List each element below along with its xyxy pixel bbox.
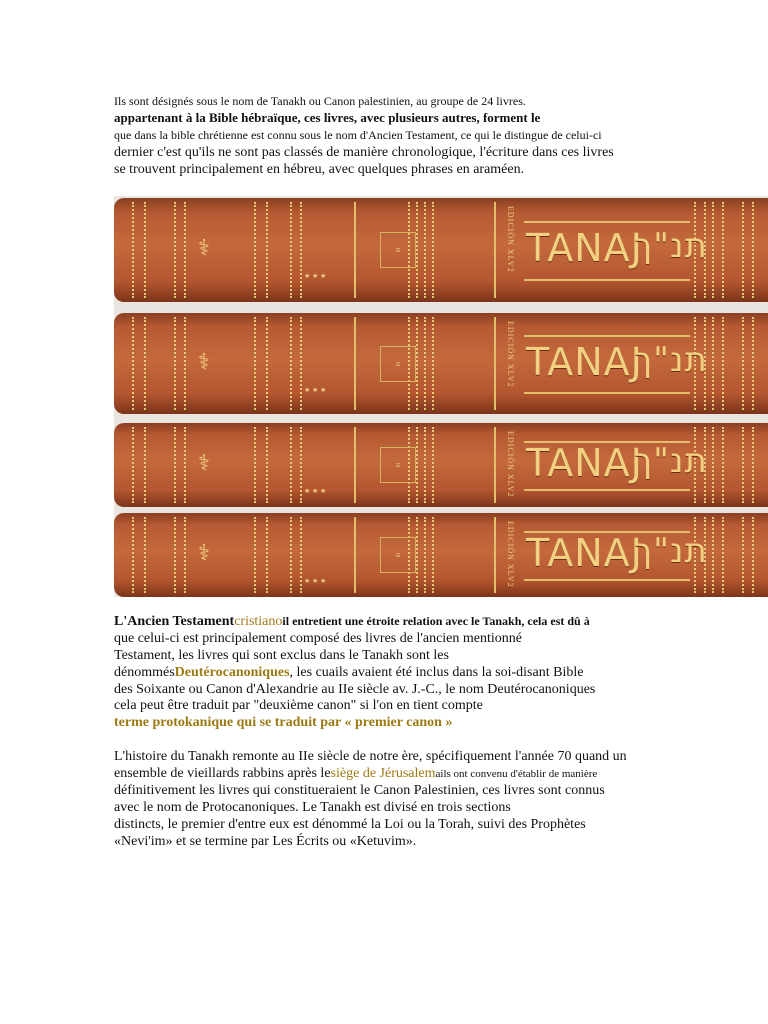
spine-ornament-band — [424, 427, 434, 503]
spine-ornament-band — [132, 517, 146, 593]
spine-ornament-band — [424, 517, 434, 593]
spine-title-hebrew: תנ"ך — [634, 226, 708, 266]
para3-line-2 — [114, 766, 597, 782]
para3-line-4: avec le nom de Protocanoniques. Le Tanakh est divisé en trois sections — [114, 800, 511, 815]
spine-ornament-band — [132, 202, 146, 298]
menorah-emblem-icon: ⚕ — [198, 349, 210, 375]
spine-divider-line — [494, 202, 496, 298]
book-spine-2 — [114, 313, 768, 414]
para3-line-1: L'histoire du Tanakh remonte au IIe siècle de notre ère, spécifiquement l'année 70 quand un — [114, 749, 627, 764]
spine-ornament-band — [742, 517, 754, 593]
spine-ornament-band — [254, 427, 268, 503]
title-frame-line — [524, 221, 690, 223]
spine-ornament-band — [254, 202, 268, 298]
title-frame-line — [524, 579, 690, 581]
deuterocanoniques-link[interactable]: Deutérocanoniques — [174, 665, 290, 680]
book-spine-3 — [114, 423, 768, 507]
title-frame-line — [524, 489, 690, 491]
intro-line-4: dernier c'est qu'ils ne sont pas classés de manière chronologique, l'écriture dans ces livres — [114, 145, 614, 160]
menorah-emblem-icon: ⚕ — [198, 541, 210, 566]
para2-line-5: des Soixante ou Canon d'Alexandrie au IIe siècle av. J.-C., le nom Deutérocanoniques — [114, 682, 596, 697]
spine-divider-line — [494, 427, 496, 503]
para2-line-1-rest: il entretient une étroite relation avec le Tanakh, cela est dû à — [282, 614, 590, 628]
spine-label-box: ≡ — [380, 447, 416, 483]
spine-divider-line — [354, 427, 356, 503]
para3-line-2-a: ensemble de vieillards rabbins après le — [114, 766, 331, 781]
spine-ornament-band — [254, 517, 268, 593]
spine-title: TANAJ — [526, 441, 643, 485]
edition-text: EDICIÓN XLV2 — [506, 431, 515, 498]
menorah-emblem-icon: ⚕ — [198, 451, 210, 476]
spine-ornament-band — [290, 202, 302, 298]
spine-ornament-band — [712, 517, 724, 593]
spine-label-box: ≡ — [380, 537, 416, 573]
spine-divider-line — [494, 317, 496, 410]
menorah-emblem-icon: ⚕ — [198, 236, 210, 261]
para2-line-3: Testament, les livres qui sont exclus dans le Tanakh sont les — [114, 648, 449, 663]
spine-title: TANAJ — [526, 531, 643, 575]
spine-ornament-band — [290, 317, 302, 410]
spine-label-box: ≡ — [380, 346, 416, 382]
para3-line-2-b: ails ont convenu d'établir de manière — [435, 768, 598, 780]
spine-ornament-band — [174, 317, 186, 410]
spine-ornament-band — [254, 317, 268, 410]
para2-line-4-a: dénommés — [114, 665, 175, 680]
para2-line-6: cela peut être traduit par "deuxième canon" si l'on en tient compte — [114, 698, 483, 713]
spine-stars: ★ ★ ★ — [304, 272, 327, 280]
spine-divider-line — [494, 517, 496, 593]
spine-stars: ★ ★ ★ — [304, 385, 327, 394]
title-frame-line — [524, 335, 690, 337]
ancien-testament-bold: L'Ancien Testament — [114, 614, 235, 629]
spine-title-hebrew: תנ"ך — [634, 441, 708, 481]
spine-title-hebrew: תנ"ך — [634, 339, 708, 380]
spine-title-hebrew: תנ"ך — [634, 531, 708, 571]
para3-line-5: distincts, le premier d'entre eux est dénommé la Loi ou la Torah, suivi des Prophètes — [114, 817, 586, 832]
para3-line-6: «Nevi'im» et se termine par Les Écrits ou «Ketuvim». — [114, 834, 417, 849]
spine-title: TANAJ — [526, 339, 643, 384]
spine-ornament-band — [712, 202, 724, 298]
edition-text: EDICIÓN XLV2 — [506, 206, 515, 273]
edition-text: EDICIÓN XLV2 — [506, 321, 515, 388]
spine-divider-line — [354, 317, 356, 410]
siege-jerusalem-link[interactable]: siège de Jérusalem — [330, 766, 436, 781]
spine-label-box: ≡ — [380, 232, 416, 268]
spine-ornament-band — [290, 517, 302, 593]
book-spine-4 — [114, 513, 768, 597]
spine-ornament-band — [742, 202, 754, 298]
spine-ornament-band — [174, 202, 186, 298]
spine-ornament-band — [132, 317, 146, 410]
spine-ornament-band — [712, 427, 724, 503]
cristiano-link[interactable]: cristiano — [234, 614, 283, 629]
spine-ornament-band — [742, 317, 754, 410]
para2-line-4-b: , les cuails avaient été inclus dans la soi-disant Bible — [289, 665, 584, 680]
spine-divider-line — [354, 517, 356, 593]
spine-divider-line — [354, 202, 356, 298]
spine-title: TANAJ — [526, 226, 643, 270]
spine-ornament-band — [174, 517, 186, 593]
para2-line-4 — [114, 665, 583, 681]
para2-line-1 — [114, 613, 590, 630]
title-frame-line — [524, 279, 690, 281]
protokanique-link[interactable]: terme protokanique qui se traduit par « premier canon » — [114, 715, 453, 730]
spine-ornament-band — [132, 427, 146, 503]
spine-ornament-band — [424, 317, 434, 410]
spine-ornament-band — [290, 427, 302, 503]
book-spine-1 — [114, 198, 768, 302]
edition-text: EDICIÓN XLV2 — [506, 521, 515, 588]
intro-line-5: se trouvent principalement en hébreu, avec quelques phrases en araméen. — [114, 162, 525, 177]
intro-line-2: appartenant à la Bible hébraïque, ces livres, avec plusieurs autres, forment le — [114, 110, 541, 125]
intro-line-3: que dans la bible chrétienne est connu sous le nom d'Ancien Testament, ce qui le distingue de celui-ci — [114, 128, 602, 142]
spine-stars: ★ ★ ★ — [304, 487, 327, 495]
title-frame-line — [524, 392, 690, 394]
spine-stars: ★ ★ ★ — [304, 577, 327, 585]
spine-ornament-band — [712, 317, 724, 410]
spine-ornament-band — [174, 427, 186, 503]
para2-line-2: que celui-ci est principalement composé des livres de l'ancien mentionné — [114, 631, 522, 646]
intro-line-1: Ils sont désignés sous le nom de Tanakh ou Canon palestinien, au groupe de 24 livres. — [114, 94, 526, 108]
spine-ornament-band — [742, 427, 754, 503]
para3-line-3: définitivement les livres qui constitueraient le Canon Palestinien, ces livres sont connus — [114, 783, 605, 798]
tanakh-books-photo — [114, 196, 768, 597]
spine-ornament-band — [424, 202, 434, 298]
